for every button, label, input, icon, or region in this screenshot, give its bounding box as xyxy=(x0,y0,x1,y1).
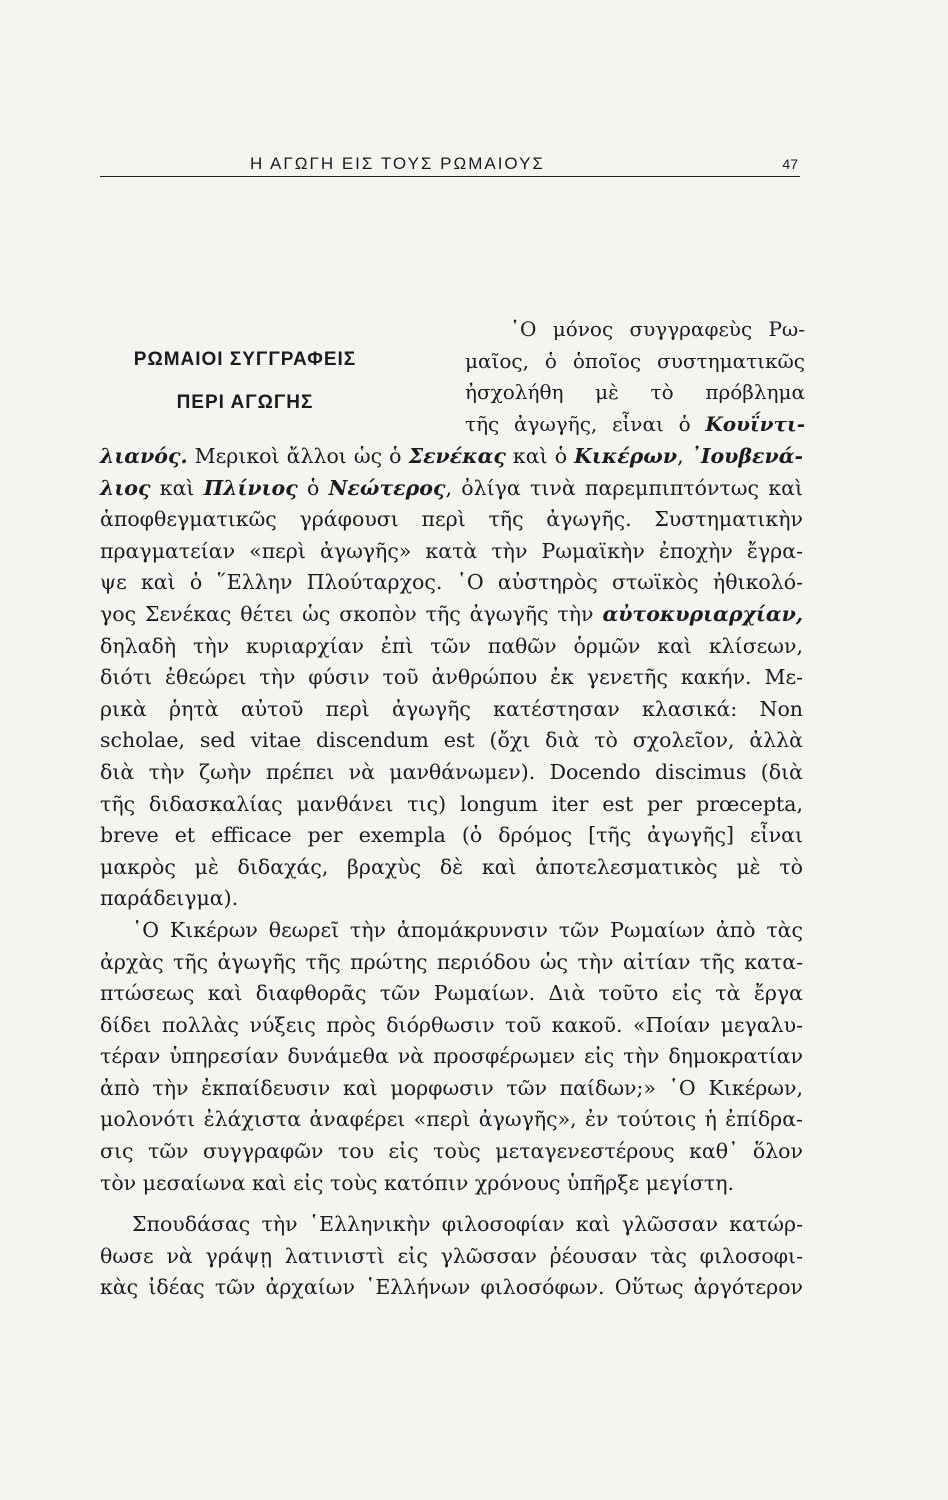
paragraph-2-line-6: ἀπὸ τὴν ἐκπαίδευσιν καὶ μορφωσιν τῶν παίδων;» ῾Ο Κικέρων, xyxy=(100,1075,803,1100)
paragraph-1-line-15: παράδειγμα). xyxy=(100,886,239,911)
name-quintilian: Κουΐντι- xyxy=(705,411,805,436)
paragraph-1-line-11: διὰ τὴν ζωὴν πρέπει νὰ μανθάνωμεν). Docendo discimus (διὰ xyxy=(100,759,803,784)
paragraph-1-line-14: μακρὸς μὲ διδαχάς, βραχὺς δὲ καὶ ἀποτελεσματικὸς μὲ τὸ xyxy=(100,854,803,879)
paragraph-1-line-10: scholae, sed vitae discendum est (ὄχι διὰ τὸ σχολεῖον, ἀλλὰ xyxy=(100,728,803,753)
paragraph-1-line-13: breve et efficace per exempla (ὁ δρόμος [τῆς ἀγωγῆς] εἶναι xyxy=(100,823,803,848)
section-heading-line-2: ΠΕΡΙ ΑΓΩΓΗΣ xyxy=(176,392,314,413)
text-run: , xyxy=(677,444,691,468)
text-run: , ὀλίγα τινὰ παρεμπιπτόντως καὶ xyxy=(445,475,803,500)
name-seneca: Σενέκας xyxy=(408,444,506,468)
paragraph-2-line-3: πτώσεως καὶ διαφθορᾶς τῶν Ρωμαίων. Διὰ τοῦτο εἰς τὰ ἔργα xyxy=(100,981,803,1006)
running-head xyxy=(100,154,800,177)
name-juvenal-end: λιος xyxy=(100,475,151,500)
intro-line-4 xyxy=(465,409,805,441)
paragraph-1-line-5: ψε καὶ ὁ ῞Ελλην Πλούταρχος. ῾Ο αὐστηρὸς στωϊκὸς ἠθικολό- xyxy=(100,570,803,595)
text-run: καὶ xyxy=(150,475,204,500)
name-younger: Νεώτερος xyxy=(328,475,446,500)
paragraph-2-line-5: τέραν ὑπηρεσίαν δυνάμεθα νὰ προσφέρωμεν εἰς τὴν δημοκρατίαν xyxy=(100,1044,803,1069)
paragraph-3-line-3: κὰς ἰδέας τῶν ἀρχαίων ῾Ελλήνων φιλοσόφων. Οὕτως ἀργότερον xyxy=(100,1275,803,1300)
intro-line-1: ῾Ο μόνος συγγραφεὺς Ρω- xyxy=(510,317,805,341)
paragraph-2-line-9: τὸν μεσαίωνα καὶ εἰς τοὺς κατόπιν χρόνους ὑπῆρξε μεγίστη. xyxy=(100,1170,734,1195)
paragraph-gap xyxy=(100,1199,803,1209)
name-cicero: Κικέρων xyxy=(574,444,678,468)
term-self-mastery: αὐτοκυριαρχίαν, xyxy=(602,601,803,626)
paragraph-3-line-2: θωσε νὰ γράψῃ λατινιστὶ εἰς γλῶσσαν ῥέουσαν τὰς φιλοσοφι- xyxy=(100,1243,803,1268)
paragraph-2-line-4: δίδει πολλὰς νύξεις πρὸς διόρθωσιν τοῦ κακοῦ. «Ποίαν μεγαλυ- xyxy=(100,1012,803,1037)
text-run: γος Σενέκας θέτει ὡς σκοπὸν τῆς ἀγωγῆς τὴν xyxy=(100,601,603,626)
name-quintilian-end: λιανός. xyxy=(100,444,188,468)
name-pliny: Πλίνιος xyxy=(203,475,298,500)
paragraph-1-line-4: πραγματείαν «περὶ ἀγωγῆς» κατὰ τὴν Ρωμαϊκὴν ἐποχὴν ἔγρα- xyxy=(100,538,803,563)
section-heading-line-1: ΡΩΜΑΙΟΙ ΣΥΓΓΡΑΦΕΙΣ xyxy=(133,349,357,370)
page-number: 47 xyxy=(782,156,798,172)
intro-line-4-text: τῆς ἀγωγῆς, εἶναι ὁ xyxy=(465,411,691,436)
text-run: καὶ ὁ xyxy=(505,444,575,468)
intro-line-3: ἠσχολήθη μὲ τὸ πρόβλημα xyxy=(465,380,805,404)
body-text xyxy=(100,441,803,1304)
paragraph-1-line-8: διότι ἐθεώρει τὴν φύσιν τοῦ ἀνθρώπου ἐκ γενετῆς κακήν. Με- xyxy=(100,665,803,690)
intro-column xyxy=(465,314,805,440)
text-run: ὁ xyxy=(297,475,329,500)
paragraph-3-line-1: Σπουδάσας τὴν ῾Ελληνικὴν φιλοσοφίαν καὶ γλῶσσαν κατώρ- xyxy=(132,1212,803,1237)
paragraph-1-line-6 xyxy=(100,599,803,631)
paragraph-1-line-2 xyxy=(100,473,803,505)
paragraph-1-line-12: τῆς διδασκαλίας μανθάνει τις) longum iter est per prœcepta, xyxy=(100,791,803,816)
paragraph-2-line-7: μολονότι ἐλάχιστα ἀναφέρει «περὶ ἀγωγῆς», ἐν τούτοις ἡ ἐπίδρα- xyxy=(100,1107,803,1132)
paragraph-1-line-7: δηλαδὴ τὴν κυριαρχίαν ἐπὶ τῶν παθῶν ὁρμῶν καὶ κλίσεων, xyxy=(100,633,803,658)
section-heading xyxy=(50,338,440,424)
paragraph-2-line-2: ἀρχὰς τῆς ἀγωγῆς τῆς πρώτης περιόδου ὡς τὴν αἰτίαν τῆς κατα- xyxy=(100,949,803,974)
name-juvenal: ᾿Ιουβενά- xyxy=(690,444,803,468)
intro-line-2: μαῖος, ὁ ὁποῖος συστηματικῶς xyxy=(465,348,805,373)
paragraph-1-line-1 xyxy=(100,441,803,473)
text-run: Μερικοὶ ἄλλοι ὡς ὁ xyxy=(187,444,409,468)
running-title: Η ΑΓΩΓΗ ΕΙΣ ΤΟΥΣ ΡΩΜΑΙΟΥΣ xyxy=(250,154,545,173)
paragraph-1-line-9: ρικὰ ῥητὰ αὐτοῦ περὶ ἀγωγῆς κατέστησαν κλασικά: Non xyxy=(100,696,803,721)
paragraph-1-line-3: ἀποφθεγματικῶς γράφουσι περὶ τῆς ἀγωγῆς. Συστηματικὴν xyxy=(100,507,803,532)
paragraph-2-line-1: ῾Ο Κικέρων θεωρεῖ τὴν ἀπομάκρυνσιν τῶν Ρωμαίων ἀπὸ τὰς xyxy=(132,917,803,942)
paragraph-2-line-8: σις τῶν συγγραφῶν του εἰς τοὺς μεταγενεστέρους καθ᾿ ὅλον xyxy=(100,1139,803,1164)
